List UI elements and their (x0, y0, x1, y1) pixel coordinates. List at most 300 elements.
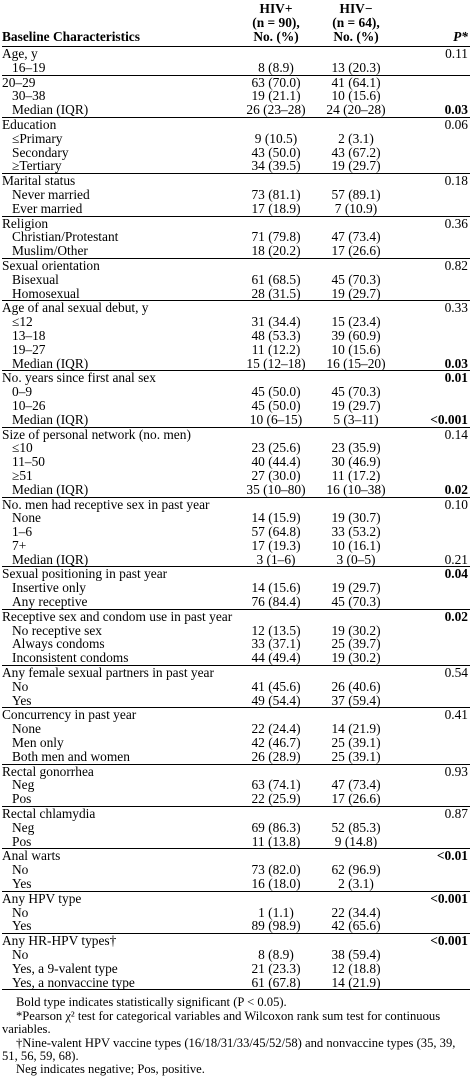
table-row (2, 680, 470, 694)
p-value-cell (398, 863, 470, 877)
hiv-positive-cell: 8 (8.9) (258, 947, 294, 962)
table-header-row (2, 2, 470, 47)
row-label: No (12, 904, 29, 920)
p-value-cell (398, 399, 470, 413)
hiv-negative-cell: 19 (29.7) (331, 580, 381, 596)
p-value-cell (398, 315, 470, 329)
table-row (2, 103, 470, 117)
row-label: Anal warts (2, 848, 61, 864)
row-label: Any HR-HPV types† (2, 933, 117, 949)
hiv-positive-cell: 48 (53.3) (251, 327, 301, 343)
hiv-positive-cell: 89 (98.9) (251, 918, 301, 934)
category-row (2, 934, 470, 948)
hiv-negative-cell (314, 849, 398, 863)
row-label: 19–27 (12, 341, 46, 357)
p-value-cell (398, 835, 470, 849)
hiv-negative-cell: 2 (3.1) (338, 130, 374, 146)
row-label: Neg (12, 819, 35, 835)
hiv-negative-cell: 13 (20.3) (331, 59, 381, 75)
hiv-positive-cell: 22 (25.9) (251, 791, 301, 807)
row-label: Any female sexual partners in past year (2, 665, 214, 681)
row-label: Secondary (12, 144, 69, 160)
row-label: None (12, 721, 42, 737)
table-row (2, 821, 470, 835)
table-row (2, 877, 470, 891)
row-label: Homosexual (12, 285, 80, 301)
table-footnotes (2, 996, 470, 1076)
header-hiv-positive-line1: HIV+ (259, 1, 293, 16)
hiv-negative-cell: 30 (46.9) (331, 454, 381, 470)
hiv-negative-cell: 45 (70.3) (331, 384, 381, 400)
hiv-positive-cell: 45 (50.0) (251, 384, 301, 400)
table-row (2, 694, 470, 708)
table-row (2, 483, 470, 497)
p-value-cell (398, 146, 470, 160)
hiv-positive-cell: 17 (19.3) (251, 537, 301, 553)
hiv-positive-cell (238, 807, 314, 821)
p-value-cell (398, 273, 470, 287)
row-label: Never married (12, 186, 90, 202)
row-label: Bisexual (12, 271, 59, 287)
table-row (2, 315, 470, 329)
p-value-cell: <0.01 (436, 848, 468, 864)
row-label: Men only (12, 735, 64, 751)
hiv-positive-cell (238, 567, 314, 581)
category-row (2, 849, 470, 863)
p-value-cell (398, 821, 470, 835)
row-label: Religion (2, 215, 49, 231)
hiv-negative-cell: 62 (96.9) (331, 862, 381, 878)
hiv-negative-cell: 19 (29.7) (331, 285, 381, 301)
row-label: Concurrency in past year (2, 707, 137, 723)
hiv-positive-cell: 43 (50.0) (251, 144, 301, 160)
header-hiv-positive (238, 2, 314, 47)
p-value-cell: 0.87 (444, 806, 468, 822)
hiv-positive-cell: 57 (64.8) (251, 524, 301, 540)
row-label: Yes, a nonvaccine type (12, 974, 135, 990)
table-row (2, 948, 470, 962)
row-label: 0–9 (12, 384, 33, 400)
p-value-cell (398, 230, 470, 244)
hiv-negative-cell (314, 666, 398, 680)
p-value-cell (398, 539, 470, 553)
p-value-cell: 0.93 (444, 763, 468, 779)
table-row (2, 595, 470, 609)
hiv-negative-cell: 26 (40.6) (331, 678, 381, 694)
row-label: Median (IQR) (12, 355, 89, 371)
p-value-cell: <0.001 (430, 890, 468, 906)
hiv-negative-cell: 16 (15–20) (326, 355, 386, 371)
table-row (2, 273, 470, 287)
row-label: Rectal gonorrhea (2, 763, 94, 779)
p-value-cell (398, 680, 470, 694)
row-label: Neg (12, 777, 35, 793)
p-value-cell: 0.11 (445, 46, 468, 61)
p-value-cell (398, 188, 470, 202)
hiv-positive-cell (238, 849, 314, 863)
category-row (2, 609, 470, 623)
table-row (2, 159, 470, 173)
table-row (2, 244, 470, 258)
row-label: Size of personal network (no. men) (2, 426, 191, 442)
hiv-positive-cell: 63 (74.1) (251, 777, 301, 793)
hiv-positive-cell: 71 (79.8) (251, 229, 301, 245)
row-label: Both men and women (12, 748, 130, 764)
header-hiv-negative (314, 2, 398, 47)
row-label: 1–6 (12, 524, 33, 540)
footnote-abbreviations: Neg indicates negative; Pos, positive. (16, 1062, 205, 1077)
table-row (2, 962, 470, 976)
hiv-negative-cell: 10 (15.6) (331, 341, 381, 357)
hiv-positive-cell: 14 (15.6) (251, 580, 301, 596)
table-row (2, 469, 470, 483)
hiv-negative-cell: 38 (59.4) (331, 947, 381, 962)
hiv-positive-cell: 44 (49.4) (251, 650, 301, 666)
hiv-positive-cell (238, 371, 314, 385)
category-row (2, 371, 470, 385)
p-value-cell (398, 61, 470, 75)
hiv-positive-cell (238, 666, 314, 680)
p-value-cell (398, 525, 470, 539)
hiv-positive-cell: 9 (10.5) (254, 130, 298, 146)
hiv-positive-cell: 1 (1.1) (258, 904, 294, 920)
table-row (2, 343, 470, 357)
hiv-positive-cell (238, 301, 314, 315)
hiv-negative-cell (314, 764, 398, 778)
p-value-cell (398, 919, 470, 933)
table-row (2, 357, 470, 371)
hiv-negative-cell (314, 934, 398, 948)
baseline-characteristics-table (2, 2, 470, 990)
row-label: Yes (12, 918, 32, 934)
hiv-negative-cell: 15 (23.4) (331, 314, 381, 330)
hiv-negative-cell: 17 (26.6) (331, 791, 381, 807)
category-row (2, 666, 470, 680)
hiv-positive-cell: 34 (39.5) (251, 158, 301, 174)
row-label: ≥51 (12, 467, 33, 483)
p-value-cell: <0.001 (430, 411, 468, 427)
table-row (2, 835, 470, 849)
hiv-positive-cell: 63 (70.0) (251, 74, 301, 90)
category-row (2, 174, 470, 188)
table-row (2, 637, 470, 651)
row-label: Median (IQR) (12, 102, 89, 118)
header-baseline-characteristics: Baseline Characteristics (2, 29, 140, 44)
table-row (2, 624, 470, 638)
category-row (2, 567, 470, 581)
hiv-negative-cell: 39 (60.9) (331, 327, 381, 343)
table-row (2, 919, 470, 933)
hiv-positive-cell: 26 (23–28) (246, 102, 306, 118)
hiv-negative-cell: 24 (20–28) (326, 102, 386, 118)
hiv-negative-cell: 43 (67.2) (331, 144, 381, 160)
hiv-positive-cell (238, 427, 314, 441)
row-label: Age, y (2, 46, 38, 61)
hiv-positive-cell (238, 258, 314, 272)
table-row (2, 792, 470, 806)
hiv-negative-cell: 11 (17.2) (331, 467, 381, 483)
row-label: ≤12 (12, 314, 33, 330)
row-label: ≤10 (12, 440, 33, 456)
hiv-negative-cell: 10 (15.6) (331, 88, 381, 104)
table-row (2, 778, 470, 792)
p-value-cell (398, 624, 470, 638)
p-value-cell: 0.82 (444, 257, 468, 273)
hiv-negative-cell: 9 (14.8) (334, 833, 378, 849)
p-value-cell (398, 948, 470, 962)
category-row (2, 216, 470, 230)
hiv-positive-cell: 31 (34.4) (251, 314, 301, 330)
row-label: Yes, a 9-valent type (12, 960, 118, 976)
row-label: Rectal chlamydia (2, 806, 96, 822)
hiv-negative-cell (314, 427, 398, 441)
hiv-negative-cell: 45 (70.3) (331, 594, 381, 610)
row-label: Any HPV type (2, 890, 82, 906)
p-value-cell (398, 75, 470, 89)
row-label: Christian/Protestant (12, 229, 119, 245)
table-row (2, 75, 470, 89)
hiv-negative-cell (314, 567, 398, 581)
p-value-cell (398, 159, 470, 173)
hiv-negative-cell: 2 (3.1) (338, 876, 374, 892)
table-row (2, 287, 470, 301)
hiv-positive-cell: 11 (13.8) (251, 833, 301, 849)
p-value-cell: <0.001 (430, 933, 468, 949)
hiv-negative-cell: 19 (30.2) (331, 622, 381, 638)
footnote-bold-type: Bold type indicates statistically significant (P < 0.05). (16, 995, 287, 1010)
hiv-negative-cell (314, 301, 398, 315)
hiv-positive-cell: 41 (45.6) (251, 678, 301, 694)
p-value-cell: 0.02 (444, 481, 468, 497)
row-label: Median (IQR) (12, 481, 89, 497)
hiv-negative-cell (314, 891, 398, 905)
hiv-positive-cell: 18 (20.2) (251, 243, 301, 259)
hiv-negative-cell: 19 (30.7) (331, 510, 381, 526)
row-label: ≤Primary (12, 130, 63, 146)
p-value-cell: 0.03 (444, 355, 468, 371)
p-value-cell: 0.33 (444, 300, 468, 316)
hiv-positive-cell: 12 (13.5) (251, 622, 301, 638)
hiv-positive-cell: 35 (10–80) (246, 481, 306, 497)
p-value-cell: 0.04 (444, 566, 468, 582)
hiv-negative-cell: 5 (3–11) (333, 411, 379, 427)
row-label: None (12, 510, 42, 526)
row-label: 7+ (12, 537, 27, 553)
hiv-negative-cell: 19 (29.7) (331, 158, 381, 174)
hiv-negative-cell: 3 (0–5) (336, 551, 376, 567)
table-row (2, 329, 470, 343)
row-label: Sexual positioning in past year (2, 566, 168, 582)
hiv-negative-cell: 23 (35.9) (331, 440, 381, 456)
p-value-cell: 0.36 (444, 215, 468, 231)
hiv-positive-cell (238, 609, 314, 623)
row-label: Median (IQR) (12, 551, 89, 567)
category-row (2, 708, 470, 722)
hiv-negative-cell (314, 258, 398, 272)
hiv-positive-cell: 49 (54.4) (251, 692, 301, 708)
hiv-negative-cell: 25 (39.7) (331, 636, 381, 652)
row-label: Ever married (12, 200, 83, 216)
row-label: No (12, 947, 29, 962)
row-label: Any receptive (12, 594, 88, 610)
hiv-positive-cell (238, 497, 314, 511)
category-row (2, 427, 470, 441)
hiv-negative-cell: 42 (65.6) (331, 918, 381, 934)
hiv-negative-cell: 10 (16.1) (331, 537, 381, 553)
p-value-cell: 0.02 (444, 608, 468, 624)
row-label: 11–50 (12, 454, 45, 470)
hiv-negative-cell: 45 (70.3) (331, 271, 381, 287)
hiv-positive-cell: 73 (81.1) (251, 186, 301, 202)
hiv-negative-cell (314, 371, 398, 385)
category-row (2, 891, 470, 905)
p-value-cell (398, 89, 470, 103)
p-value-cell (398, 778, 470, 792)
table-row (2, 651, 470, 665)
hiv-negative-cell: 37 (59.4) (331, 692, 381, 708)
p-value-cell (398, 441, 470, 455)
row-label: Pos (12, 833, 32, 849)
hiv-positive-cell: 33 (37.1) (251, 636, 301, 652)
hiv-positive-cell: 15 (12–18) (246, 355, 306, 371)
hiv-negative-cell: 19 (29.7) (331, 397, 381, 413)
p-value-cell: 0.10 (444, 496, 468, 512)
hiv-negative-cell (314, 174, 398, 188)
footnote-statistical-tests: *Pearson χ² test for categorical variables and Wilcoxon rank sum test for continuous variables. (2, 1008, 441, 1037)
table-row (2, 89, 470, 103)
hiv-negative-cell: 57 (89.1) (331, 186, 381, 202)
table-row (2, 188, 470, 202)
hiv-negative-cell (314, 497, 398, 511)
p-value-cell (398, 511, 470, 525)
hiv-positive-cell: 19 (21.1) (251, 88, 301, 104)
p-value-cell: 0.54 (444, 665, 468, 681)
p-value-cell: 0.03 (444, 102, 468, 118)
table-row (2, 441, 470, 455)
row-label: 10–26 (12, 397, 46, 413)
hiv-positive-cell (238, 764, 314, 778)
hiv-positive-cell (238, 708, 314, 722)
p-value-cell (398, 750, 470, 764)
header-hiv-negative-line2: (n = 64), (332, 15, 380, 30)
hiv-positive-cell: 76 (84.4) (251, 594, 301, 610)
hiv-positive-cell: 26 (28.9) (251, 748, 301, 764)
table-row (2, 539, 470, 553)
row-label: 30–38 (12, 88, 46, 104)
row-label: ≥Tertiary (12, 158, 62, 174)
category-row (2, 258, 470, 272)
table-row (2, 906, 470, 920)
hiv-positive-cell: 22 (24.4) (251, 721, 301, 737)
header-p-value: P* (453, 29, 468, 44)
hiv-positive-cell (238, 891, 314, 905)
hiv-negative-cell: 52 (85.3) (331, 819, 381, 835)
table-row (2, 202, 470, 216)
row-label: No. men had receptive sex in past year (2, 496, 210, 512)
p-value-cell (398, 906, 470, 920)
p-value-cell (398, 581, 470, 595)
row-label: No (12, 678, 29, 694)
hiv-positive-cell: 73 (82.0) (251, 862, 301, 878)
table-row (2, 61, 470, 75)
hiv-positive-cell: 21 (23.3) (251, 960, 301, 976)
row-label: Receptive sex and condom use in past year (2, 608, 233, 624)
p-value-cell (398, 244, 470, 258)
table-row (2, 132, 470, 146)
table-row (2, 413, 470, 427)
table-row (2, 146, 470, 160)
p-value-cell: 0.01 (444, 370, 468, 386)
hiv-positive-cell: 23 (25.6) (251, 440, 301, 456)
table-row (2, 976, 470, 990)
hiv-positive-cell: 45 (50.0) (251, 397, 301, 413)
table-row (2, 736, 470, 750)
row-label: Inconsistent condoms (12, 650, 129, 666)
table-row (2, 230, 470, 244)
hiv-positive-cell: 42 (46.7) (251, 735, 301, 751)
hiv-positive-cell (238, 47, 314, 61)
row-label: Marital status (2, 173, 76, 189)
hiv-positive-cell: 14 (15.9) (251, 510, 301, 526)
row-label: Education (2, 116, 57, 132)
table-row (2, 525, 470, 539)
table-row (2, 399, 470, 413)
row-label: Insertive only (12, 580, 87, 596)
hiv-negative-cell: 22 (34.4) (331, 904, 381, 920)
row-label: 13–18 (12, 327, 46, 343)
hiv-positive-cell: 28 (31.5) (251, 285, 301, 301)
row-label: No (12, 862, 29, 878)
header-hiv-positive-line2: (n = 90), (252, 15, 300, 30)
hiv-positive-cell: 11 (12.2) (251, 341, 301, 357)
hiv-negative-cell (314, 807, 398, 821)
row-label: Median (IQR) (12, 411, 89, 427)
hiv-negative-cell: 25 (39.1) (331, 748, 381, 764)
p-value-cell (398, 651, 470, 665)
p-value-cell (398, 132, 470, 146)
row-label: Always condoms (12, 636, 105, 652)
row-label: 16–19 (12, 59, 46, 75)
category-row (2, 807, 470, 821)
row-label: Yes (12, 692, 32, 708)
hiv-negative-cell: 14 (21.9) (331, 974, 381, 990)
p-value-cell (398, 455, 470, 469)
p-value-cell (398, 962, 470, 976)
hiv-positive-cell: 17 (18.9) (251, 200, 301, 216)
row-label: Muslim/Other (12, 243, 88, 259)
hiv-positive-cell (238, 934, 314, 948)
hiv-negative-cell: 12 (18.8) (331, 960, 381, 976)
hiv-positive-cell: 10 (6–15) (249, 411, 303, 427)
hiv-positive-cell (238, 216, 314, 230)
hiv-negative-cell: 17 (26.6) (331, 243, 381, 259)
table-row (2, 511, 470, 525)
hiv-negative-cell: 41 (64.1) (331, 74, 381, 90)
hiv-positive-cell (238, 117, 314, 131)
p-value-cell (398, 469, 470, 483)
table-row (2, 722, 470, 736)
p-value-cell (398, 329, 470, 343)
hiv-negative-cell: 19 (30.2) (331, 650, 381, 666)
hiv-positive-cell: 61 (68.5) (251, 271, 301, 287)
p-value-cell (398, 287, 470, 301)
hiv-negative-cell (314, 216, 398, 230)
row-label: No receptive sex (12, 622, 102, 638)
hiv-negative-cell: 25 (39.1) (331, 735, 381, 751)
table-row (2, 385, 470, 399)
hiv-negative-cell: 47 (73.4) (331, 229, 381, 245)
p-value-cell (398, 694, 470, 708)
